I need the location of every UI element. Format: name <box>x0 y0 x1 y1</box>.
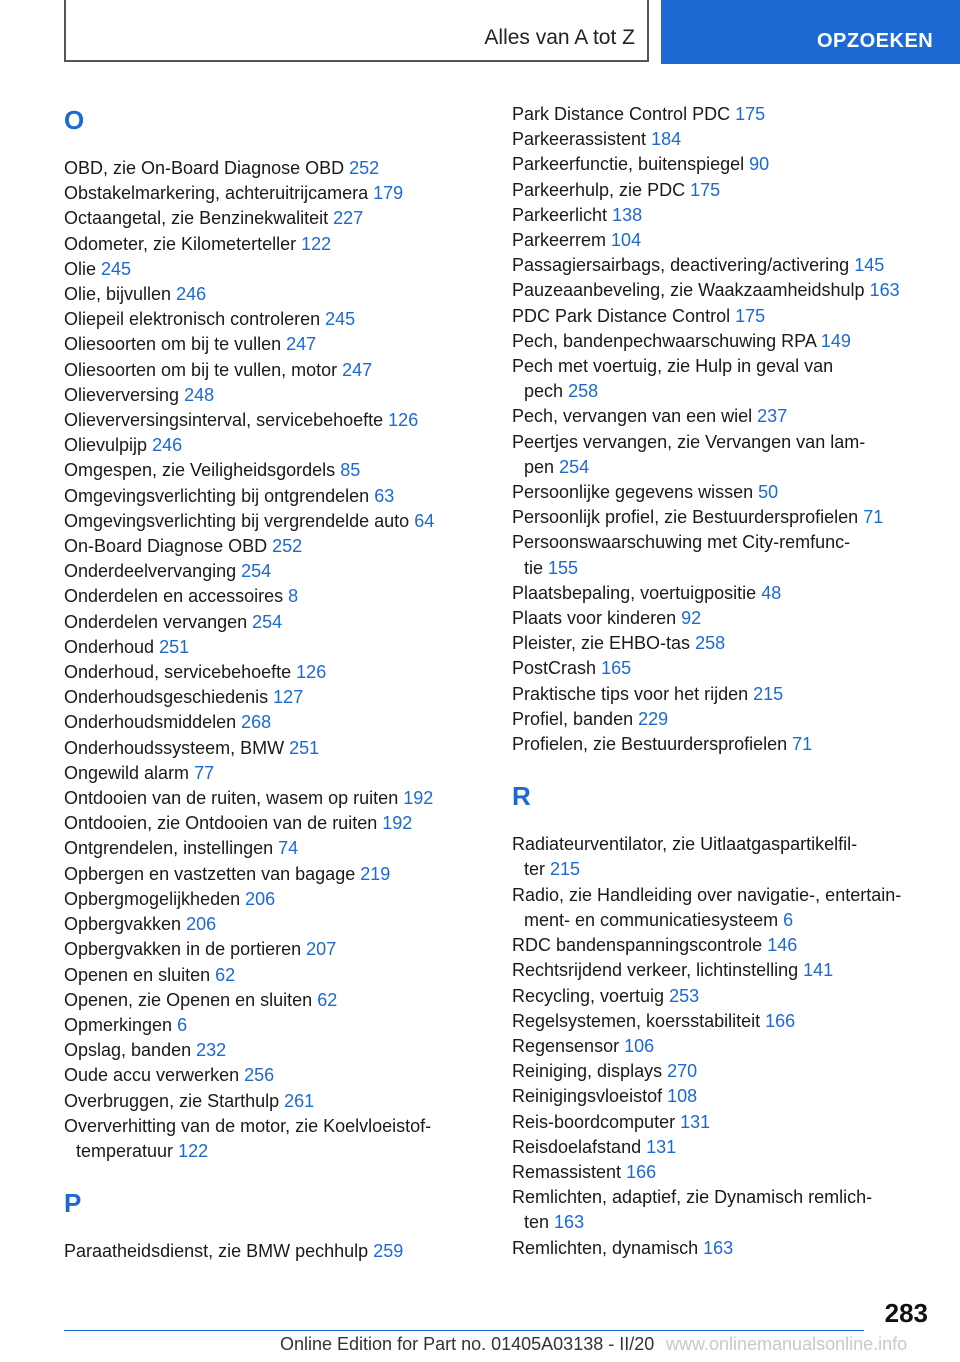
page-link[interactable]: 251 <box>289 737 320 758</box>
entry-text: Obstakelmarkering, achteruitrijcamera <box>64 183 369 204</box>
page-link[interactable]: 175 <box>735 104 766 124</box>
entry-text: Parkeerassistent <box>512 129 647 150</box>
page-link[interactable]: 74 <box>278 838 299 859</box>
page-link[interactable]: 254 <box>559 456 590 477</box>
page-link[interactable]: 141 <box>803 960 834 981</box>
index-entry <box>64 963 484 988</box>
entry-text: Olie <box>64 258 97 279</box>
page-link[interactable]: 179 <box>373 183 404 204</box>
page-link[interactable]: 85 <box>340 460 361 481</box>
entry-text: Persoonlijk profiel, zie Bestuurdersprofielen <box>512 507 859 528</box>
index-entry <box>512 984 932 1009</box>
index-entry <box>512 707 932 732</box>
index-entry <box>512 329 932 354</box>
index-entry <box>64 635 484 660</box>
entry-text: Passagiersairbags, deactivering/activering <box>512 255 850 276</box>
page-link[interactable]: 71 <box>863 507 884 528</box>
entry-text: Pleister, zie EHBO-tas <box>512 633 691 654</box>
page-link[interactable]: 50 <box>758 482 779 503</box>
page-link[interactable]: 192 <box>382 813 413 834</box>
index-entry <box>64 433 484 458</box>
index-entry <box>64 232 484 257</box>
index-entry <box>512 832 932 882</box>
index-entry <box>512 228 932 253</box>
index-entry <box>64 761 484 786</box>
entry-text: Ontdooien, zie Ontdooien van de ruiten <box>64 813 378 834</box>
entry-text: Ontgrendelen, instellingen <box>64 838 274 859</box>
index-entry <box>64 912 484 937</box>
page-link[interactable]: 215 <box>753 683 784 704</box>
entry-text: Openen en sluiten <box>64 964 211 985</box>
index-entry <box>512 883 932 933</box>
index-entry <box>512 102 932 127</box>
page-link[interactable]: 252 <box>349 158 380 178</box>
index-entry <box>512 1236 932 1261</box>
index-entry <box>64 559 484 584</box>
index-entry <box>512 304 932 329</box>
entry-text: Pech, vervangen van een wiel <box>512 406 753 427</box>
page-link[interactable]: 270 <box>667 1061 698 1082</box>
index-entry <box>512 1135 932 1160</box>
index-section <box>64 102 484 1164</box>
entry-text: Olievulpijp <box>64 435 148 456</box>
page-link[interactable]: 155 <box>548 557 579 578</box>
entry-text: Opbergvakken <box>64 914 182 935</box>
index-entry <box>64 156 484 181</box>
entry-text: Opbergmogelijkheden <box>64 888 241 909</box>
index-entry <box>64 1063 484 1088</box>
index-entry <box>512 1034 932 1059</box>
index-entry <box>512 152 932 177</box>
page-link[interactable]: 245 <box>325 309 356 330</box>
entry-text: Opmerkingen <box>64 1014 173 1035</box>
entry-text: Omgevingsverlichting bij vergrendelde auto <box>64 510 410 531</box>
entry-text: Opbergen en vastzetten van bagage <box>64 863 356 884</box>
entry-text: On-Board Diagnose OBD <box>64 536 268 557</box>
index-entry <box>512 404 932 429</box>
entry-continuation-text: pen <box>524 456 555 477</box>
entry-continuation-text: tie <box>524 557 544 578</box>
page-link[interactable]: 237 <box>757 406 788 427</box>
entry-text: Reiniging, displays <box>512 1061 663 1082</box>
entry-text: Pech met voertuig, zie Hulp in geval van <box>512 356 834 377</box>
page-link[interactable]: 126 <box>388 410 419 431</box>
section-letter: R <box>512 781 531 812</box>
index-column-left <box>64 102 484 1264</box>
page-link[interactable]: 64 <box>414 510 435 531</box>
page-link[interactable]: 259 <box>373 1241 404 1262</box>
entry-text: Recycling, voertuig <box>512 985 665 1006</box>
page-link[interactable]: 258 <box>695 633 726 654</box>
entry-continuation <box>512 455 932 480</box>
entry-text: Omgevingsverlichting bij ontgrendelen <box>64 485 370 506</box>
entry-text: Remlichten, adaptief, zie Dynamisch remlich- <box>512 1187 873 1208</box>
entry-continuation <box>512 857 932 882</box>
index-entry <box>512 127 932 152</box>
index-entry <box>64 383 484 408</box>
entry-text: Oude accu verwerken <box>64 1065 240 1086</box>
page-link[interactable]: 146 <box>767 935 798 956</box>
page-number: 283 <box>884 1298 928 1328</box>
index-entry <box>64 206 484 231</box>
index-entry <box>64 988 484 1013</box>
entry-text: Plaats voor kinderen <box>512 608 677 629</box>
index-entry <box>512 1059 932 1084</box>
page-link[interactable]: 163 <box>869 280 900 301</box>
page-link[interactable]: 206 <box>186 914 217 935</box>
index-section <box>512 778 932 1260</box>
page-link[interactable]: 62 <box>317 989 338 1010</box>
entry-text: Regensensor <box>512 1035 620 1056</box>
entry-text: Onderhoud, servicebehoefte <box>64 662 292 683</box>
index-entry <box>512 933 932 958</box>
page-link[interactable]: 122 <box>178 1140 209 1161</box>
entry-text: Onderhoud <box>64 636 155 657</box>
page-link[interactable]: 258 <box>568 381 599 402</box>
entry-text: Paraatheidsdienst, zie BMW pechhulp <box>64 1241 369 1262</box>
index-entry <box>512 958 932 983</box>
entry-text: Ontdooien van de ruiten, wasem op ruiten <box>64 788 399 809</box>
index-entry <box>512 1009 932 1034</box>
index-entry <box>512 1160 932 1185</box>
entry-text: Regelsystemen, koersstabiliteit <box>512 1010 761 1031</box>
index-entry <box>512 480 932 505</box>
watermark-text: www.onlinemanualsonline.info <box>666 1334 908 1354</box>
entry-text: Olieverversing <box>64 384 180 405</box>
page-link[interactable]: 90 <box>749 154 770 175</box>
header-tab <box>64 0 649 62</box>
index-entry <box>64 408 484 433</box>
entry-text: Opbergvakken in de portieren <box>64 939 302 960</box>
page-link[interactable]: 62 <box>215 964 236 985</box>
entry-text: Praktische tips voor het rijden <box>512 683 749 704</box>
entry-text: RDC bandenspanningscontrole <box>512 935 763 956</box>
index-entry <box>64 509 484 534</box>
index-entry <box>512 656 932 681</box>
page-link[interactable]: 166 <box>765 1010 796 1031</box>
entry-text: PDC Park Distance Control <box>512 305 731 326</box>
index-entry <box>64 660 484 685</box>
entry-text: Radiateurventilator, zie Uitlaatgaspartikelfil- <box>512 834 858 855</box>
entry-text: Remlichten, dynamisch <box>512 1237 699 1258</box>
page-link[interactable]: 108 <box>667 1086 698 1107</box>
index-section <box>512 102 932 757</box>
entry-text: Profiel, banden <box>512 708 634 729</box>
page-link[interactable]: 207 <box>306 939 337 960</box>
entry-text: Ongewild alarm <box>64 762 190 783</box>
entry-text: Oliepeil elektronisch controleren <box>64 309 321 330</box>
entry-text: Rechtsrijdend verkeer, lichtinstelling <box>512 960 799 981</box>
entry-continuation-text: pech <box>524 381 564 402</box>
index-entry <box>512 278 932 303</box>
page-link[interactable]: 254 <box>252 611 283 632</box>
page-link[interactable]: 126 <box>296 662 327 683</box>
index-entry <box>64 1239 484 1264</box>
entry-text: Persoonlijke gegevens wissen <box>512 482 754 503</box>
page-link[interactable]: 232 <box>196 1040 227 1061</box>
page-link[interactable]: 215 <box>550 859 581 880</box>
entry-text: Onderdelen vervangen <box>64 611 248 632</box>
entry-text: Profielen, zie Bestuurdersprofielen <box>512 734 788 755</box>
index-section <box>64 1185 484 1264</box>
index-entry <box>64 584 484 609</box>
index-entry <box>64 282 484 307</box>
index-entry <box>512 505 932 530</box>
entry-text: Parkeerfunctie, buitenspiegel <box>512 154 745 175</box>
entry-text: Opslag, banden <box>64 1040 192 1061</box>
page-link[interactable]: 252 <box>272 536 303 557</box>
entry-text: Radio, zie Handleiding over navigatie-, entertain- <box>512 884 902 905</box>
entry-continuation <box>512 379 932 404</box>
index-entry <box>64 332 484 357</box>
page-link[interactable]: 48 <box>761 582 782 603</box>
index-entry <box>512 203 932 228</box>
page-link[interactable]: 219 <box>360 863 391 884</box>
page-link[interactable]: 256 <box>244 1065 275 1086</box>
entry-text: Peertjes vervangen, zie Vervangen van lam- <box>512 431 866 452</box>
index-entry <box>512 1084 932 1109</box>
entry-continuation-text: ter <box>524 859 546 880</box>
page-link[interactable]: 268 <box>241 712 272 733</box>
index-entry <box>64 862 484 887</box>
page-link[interactable]: 145 <box>854 255 885 276</box>
page-link[interactable]: 131 <box>680 1111 711 1132</box>
entry-text: Pauzeaanbeveling, zie Waakzaamheidshulp <box>512 280 865 301</box>
page-link[interactable]: 92 <box>681 608 702 629</box>
entry-text: Parkeerhulp, zie PDC <box>512 179 686 200</box>
index-entry <box>512 682 932 707</box>
entry-text: Oververhitting van de motor, zie Koelvloeistof- <box>64 1115 432 1136</box>
page-link[interactable]: 6 <box>783 909 794 930</box>
page-link[interactable]: 106 <box>624 1035 655 1056</box>
page-link[interactable]: 8 <box>288 586 299 607</box>
entry-text: Oliesoorten om bij te vullen <box>64 334 282 355</box>
edition-text: Online Edition for Part no. 01405A03138 - II/20 <box>280 1334 655 1354</box>
search-button-label: OPZOEKEN <box>817 30 934 52</box>
index-entry <box>512 606 932 631</box>
index-entry <box>64 887 484 912</box>
page-link[interactable]: 175 <box>735 305 766 326</box>
entry-text: Parkeerrem <box>512 230 607 251</box>
page-link[interactable]: 261 <box>284 1090 315 1111</box>
index-entry <box>512 631 932 656</box>
page-link[interactable]: 227 <box>333 208 364 229</box>
section-letter: P <box>64 1188 82 1219</box>
page-link[interactable]: 63 <box>374 485 395 506</box>
page-link[interactable]: 138 <box>612 204 643 225</box>
entry-text: Openen, zie Openen en sluiten <box>64 989 313 1010</box>
page-link[interactable]: 184 <box>651 129 682 150</box>
page-link[interactable]: 104 <box>611 230 642 251</box>
page-link[interactable]: 166 <box>626 1161 657 1182</box>
page-link[interactable]: 254 <box>241 561 272 582</box>
page-link[interactable]: 251 <box>159 636 190 657</box>
index-entry <box>64 1038 484 1063</box>
entry-text: Reis-boordcomputer <box>512 1111 676 1132</box>
entry-text: Park Distance Control PDC <box>512 104 731 124</box>
entry-text: Pech, bandenpechwaarschuwing RPA <box>512 330 816 351</box>
page-link[interactable]: 6 <box>177 1014 188 1035</box>
index-entry <box>512 581 932 606</box>
index-entry <box>64 484 484 509</box>
entry-continuation <box>64 1139 484 1164</box>
index-entry <box>64 534 484 559</box>
entry-text: Reinigingsvloeistof <box>512 1086 663 1107</box>
entry-text: Olie, bijvullen <box>64 284 172 305</box>
page-link[interactable]: 229 <box>638 708 669 729</box>
page-link[interactable]: 246 <box>152 435 183 456</box>
index-entry <box>64 307 484 332</box>
entry-text: Reisdoelafstand <box>512 1136 642 1157</box>
index-entry <box>64 786 484 811</box>
index-entry <box>512 1110 932 1135</box>
page-link[interactable]: 149 <box>820 330 851 351</box>
page-link[interactable]: 246 <box>176 284 207 305</box>
index-entry <box>512 430 932 480</box>
entry-text: Onderdeelvervanging <box>64 561 237 582</box>
page-link[interactable]: 253 <box>669 985 700 1006</box>
entry-text: Olieverversingsinterval, servicebehoefte <box>64 410 384 431</box>
index-entry <box>64 458 484 483</box>
page-link[interactable]: 131 <box>646 1136 677 1157</box>
section-letter: O <box>64 105 85 135</box>
entry-continuation <box>512 1210 932 1235</box>
entry-continuation-text: ten <box>524 1212 550 1233</box>
page-link[interactable]: 127 <box>273 687 304 708</box>
entry-text: Plaatsbepaling, voertuigpositie <box>512 582 757 603</box>
page-link[interactable]: 248 <box>184 384 215 405</box>
page-link[interactable]: 77 <box>194 762 215 783</box>
page-link[interactable]: 163 <box>703 1237 734 1258</box>
entry-text: Octaangetal, zie Benzinekwaliteit <box>64 208 329 229</box>
index-entry <box>64 181 484 206</box>
page-link[interactable]: 175 <box>690 179 721 200</box>
index-entry <box>64 1013 484 1038</box>
search-button[interactable] <box>661 0 960 64</box>
page-link[interactable]: 245 <box>101 258 132 279</box>
index-entry <box>512 253 932 278</box>
entry-text: Persoonswaarschuwing met City-remfunc- <box>512 532 851 553</box>
entry-text: OBD, zie On-Board Diagnose OBD <box>64 158 345 178</box>
page-link[interactable]: 165 <box>601 658 632 679</box>
index-entry <box>512 732 932 757</box>
page-link[interactable]: 247 <box>286 334 317 355</box>
entry-text: Onderdelen en accessoires <box>64 586 284 607</box>
page-link[interactable]: 163 <box>554 1212 585 1233</box>
page-link[interactable]: 206 <box>245 888 276 909</box>
entry-continuation-text: temperatuur <box>76 1140 174 1161</box>
index-entry <box>512 1185 932 1235</box>
entry-text: Onderhoudssysteem, BMW <box>64 737 285 758</box>
index-entry <box>512 530 932 580</box>
index-entry <box>64 836 484 861</box>
index-entry <box>64 937 484 962</box>
index-entry <box>64 710 484 735</box>
header-title: Alles van A tot Z <box>484 26 635 49</box>
index-entry <box>64 736 484 761</box>
entry-text: Overbruggen, zie Starthulp <box>64 1090 280 1111</box>
entry-text: PostCrash <box>512 658 597 679</box>
index-entry <box>64 1089 484 1114</box>
index-entry <box>64 610 484 635</box>
index-entry <box>64 685 484 710</box>
page-link[interactable]: 192 <box>403 788 434 809</box>
page-link[interactable]: 71 <box>792 734 813 755</box>
entry-text: Oliesoorten om bij te vullen, motor <box>64 359 338 380</box>
entry-text: Onderhoudsmiddelen <box>64 712 237 733</box>
footer-divider <box>64 1330 864 1331</box>
entry-text: Remassistent <box>512 1161 622 1182</box>
index-entry <box>64 257 484 282</box>
entry-continuation <box>512 556 932 581</box>
page-link[interactable]: 122 <box>301 233 332 254</box>
entry-continuation <box>512 908 932 933</box>
index-entry <box>64 811 484 836</box>
page-link[interactable]: 247 <box>342 359 373 380</box>
index-column-right <box>512 102 932 1261</box>
entry-text: Odometer, zie Kilometerteller <box>64 233 297 254</box>
index-entry <box>64 1114 484 1164</box>
entry-text: Onderhoudsgeschiedenis <box>64 687 269 708</box>
index-entry <box>512 178 932 203</box>
index-entry <box>512 354 932 404</box>
entry-text: Omgespen, zie Veiligheidsgordels <box>64 460 336 481</box>
entry-continuation-text: ment- en communicatiesysteem <box>524 909 779 930</box>
entry-text: Parkeerlicht <box>512 204 608 225</box>
index-entry <box>64 358 484 383</box>
